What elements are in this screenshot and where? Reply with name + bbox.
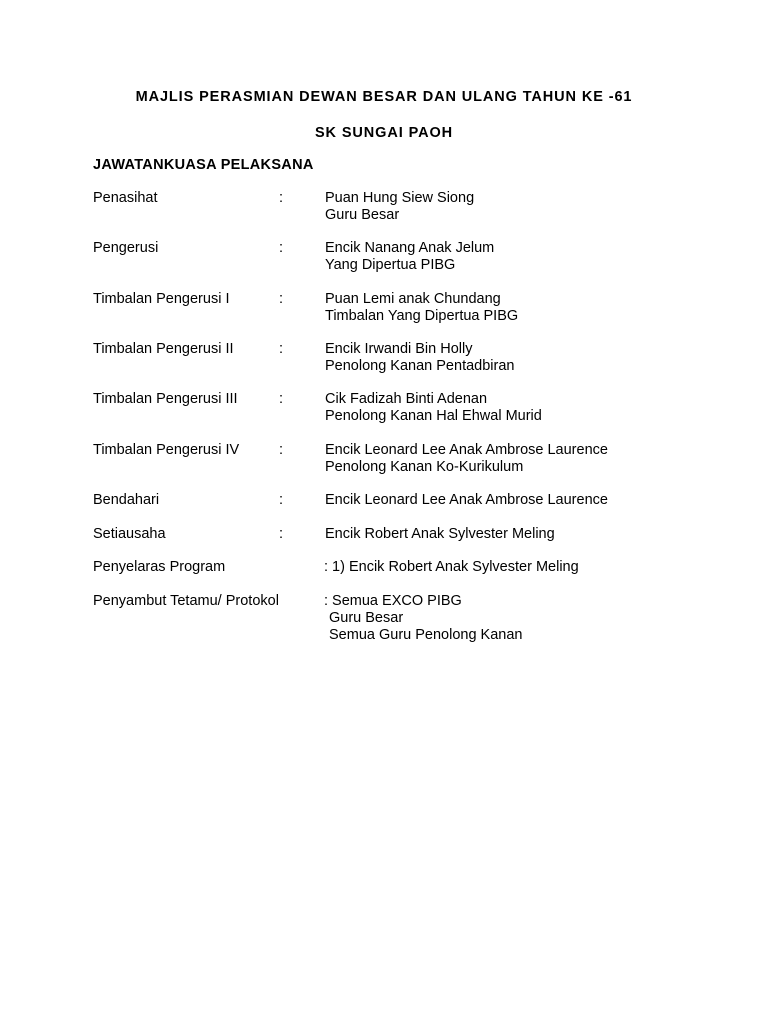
committee-member-line: Penolong Kanan Hal Ehwal Murid	[325, 408, 542, 424]
committee-members	[325, 442, 608, 476]
committee-colon: :	[279, 442, 284, 458]
section-heading: JAWATANKUASA PELAKSANA	[93, 157, 314, 173]
committee-role: Bendahari	[93, 492, 160, 508]
committee-member-line: Penolong Kanan Pentadbiran	[325, 358, 515, 374]
committee-members	[325, 190, 474, 224]
committee-role: Penasihat	[93, 190, 158, 206]
committee-member-line: Encik Irwandi Bin Holly	[325, 341, 473, 357]
committee-members	[324, 559, 579, 576]
committee-member-line: Timbalan Yang Dipertua PIBG	[325, 308, 519, 324]
committee-members	[324, 593, 522, 644]
committee-role: Timbalan Pengerusi III	[93, 391, 238, 407]
committee-member-line: Penolong Kanan Ko-Kurikulum	[325, 459, 524, 475]
committee-member-line: Encik Leonard Lee Anak Ambrose Laurence	[325, 442, 608, 458]
committee-member-line: Encik Robert Anak Sylvester Meling	[325, 526, 555, 542]
committee-members	[325, 526, 555, 543]
committee-role: Timbalan Pengerusi I	[93, 291, 230, 307]
committee-colon: :	[279, 341, 284, 357]
committee-colon: :	[279, 526, 284, 542]
committee-member-line: : Semua EXCO PIBG	[324, 593, 462, 609]
committee-member-line: Yang Dipertua PIBG	[325, 257, 456, 273]
committee-member-line: Guru Besar	[329, 610, 404, 626]
committee-role: Timbalan Pengerusi II	[93, 341, 234, 357]
committee-role: Penyelaras Program	[93, 559, 226, 575]
committee-role: Setiausaha	[93, 526, 166, 542]
committee-member-line: Puan Lemi anak Chundang	[325, 291, 501, 307]
committee-role: Pengerusi	[93, 240, 159, 256]
committee-members	[325, 291, 518, 325]
committee-member-line: Encik Nanang Anak Jelum	[325, 240, 495, 256]
committee-member-line: Cik Fadizah Binti Adenan	[325, 391, 488, 407]
committee-colon: :	[279, 240, 284, 256]
committee-members	[325, 240, 494, 274]
committee-members	[325, 492, 608, 509]
committee-member-line: Semua Guru Penolong Kanan	[329, 627, 523, 643]
committee-members	[325, 391, 542, 425]
committee-colon: :	[279, 291, 284, 307]
committee-members	[325, 341, 514, 375]
committee-member-line: : 1) Encik Robert Anak Sylvester Meling	[324, 559, 579, 575]
committee-colon: :	[279, 391, 284, 407]
committee-member-line: Puan Hung Siew Siong	[325, 190, 475, 206]
committee-colon: :	[279, 492, 284, 508]
committee-role: Penyambut Tetamu/ Protokol	[93, 593, 279, 609]
committee-role: Timbalan Pengerusi IV	[93, 442, 240, 458]
committee-member-line: Encik Leonard Lee Anak Ambrose Laurence	[325, 492, 608, 508]
committee-colon: :	[279, 190, 284, 206]
document-title: MAJLIS PERASMIAN DEWAN BESAR DAN ULANG TAHUN KE -61	[135, 89, 633, 105]
document-subtitle: SK SUNGAI PAOH	[314, 125, 453, 141]
committee-member-line: Guru Besar	[325, 207, 400, 223]
